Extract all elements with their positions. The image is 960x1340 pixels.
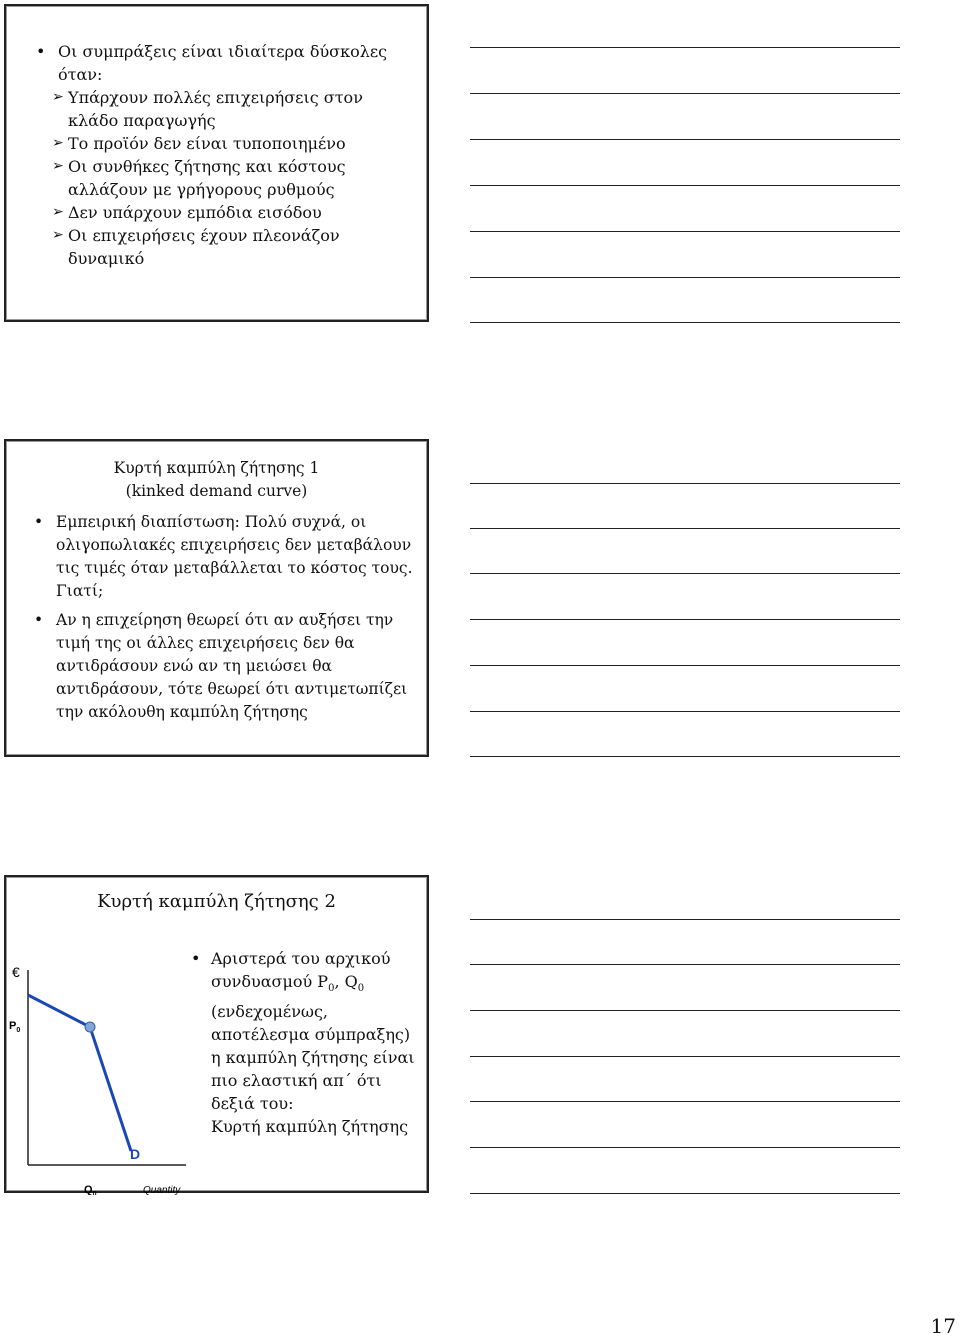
title-subline: (kinked demand curve) — [125, 482, 308, 500]
slide-3-title: Κυρτή καμπύλη ζήτησης 2 — [97, 891, 336, 912]
note-line — [470, 483, 900, 484]
note-line — [470, 231, 900, 232]
list-item-text: Οι επιχειρήσεις έχουν πλεονάζον δυναμικό — [68, 226, 340, 268]
page-number: 17 — [930, 1314, 956, 1338]
quantity-label: $Q_0$ — [84, 1184, 97, 1195]
list-item — [52, 86, 406, 132]
bullet-line: δεξιά του: — [211, 1094, 294, 1114]
sub-list — [52, 86, 406, 270]
arrow-bullet-icon: ➢ — [52, 89, 64, 105]
y-axis-symbol: € — [12, 964, 20, 980]
curve-label: D — [130, 1146, 141, 1162]
note-line — [470, 185, 900, 186]
note-line — [470, 665, 900, 666]
note-line — [470, 1101, 900, 1102]
arrow-bullet-icon: ➢ — [52, 158, 64, 174]
bullet-line: Κυρτή καμπύλη ζήτησης — [211, 1117, 409, 1137]
slide-3 — [4, 875, 429, 1193]
bullet-item — [34, 511, 414, 603]
demand-curve — [28, 995, 131, 1151]
note-line — [470, 756, 900, 757]
list-item — [52, 155, 406, 201]
bullet-item — [34, 609, 414, 724]
arrow-bullet-icon: ➢ — [52, 204, 64, 220]
arrow-bullet-icon: ➢ — [52, 227, 64, 243]
slide-2 — [4, 439, 429, 757]
note-line — [470, 1010, 900, 1011]
slide-2-title — [6, 457, 427, 503]
note-line — [470, 139, 900, 140]
slide-1 — [4, 4, 429, 322]
bullet-line: • Αριστερά του αρχικού — [211, 949, 391, 968]
note-line — [470, 964, 900, 965]
note-line — [470, 573, 900, 574]
note-line — [470, 919, 900, 920]
bullet-text: Οι συμπράξεις είναι ιδιαίτερα δύσκολες όταν: — [58, 42, 388, 84]
note-line — [470, 47, 900, 48]
bullet-line: αποτέλεσμα σύμπραξης) — [211, 1025, 411, 1045]
list-item — [52, 224, 406, 270]
note-line — [470, 619, 900, 620]
bullet-text: Αν η επιχείρηση θεωρεί ότι αν αυξήσει την τιμή της οι άλλες επιχειρήσεις δεν θα αντιδράσουν ενώ αν τη μειώσει θα αντιδράσουν, τότε θεωρεί ότι αντιμετωπίζει την ακόλουθη καμπύλη ζήτησης — [56, 611, 408, 721]
price-label: $P_0$ — [9, 1020, 21, 1034]
bullet-line: η καμπύλη ζήτησης είναι — [211, 1048, 415, 1068]
note-line — [470, 1056, 900, 1057]
bullet-text: Εμπειρική διαπίστωση: Πολύ συχνά, οι ολιγοπωλιακές επιχειρήσεις δεν μεταβάλουν τις τιμές όταν μεταβάλλεται το κόστος τους. Γιατί; — [56, 513, 413, 600]
note-line — [470, 277, 900, 278]
note-line — [470, 528, 900, 529]
note-line — [470, 1147, 900, 1148]
bullet-item — [36, 40, 406, 86]
bullet-line: πιο ελαστική απ΄ ότι — [211, 1071, 382, 1091]
list-item-text: Το προϊόν δεν είναι τυποποιημένο — [68, 134, 346, 153]
kinked-demand-chart — [6, 877, 186, 1195]
title-line: Κυρτή καμπύλη ζήτησης 1 — [113, 459, 320, 477]
bullet-line: (ενδεχομένως, — [211, 1002, 329, 1022]
note-line — [470, 93, 900, 94]
list-item-text: Οι συνθήκες ζήτησης και κόστους αλλάζουν με γρήγορους ρυθμούς — [68, 157, 346, 199]
arrow-bullet-icon: ➢ — [52, 135, 64, 151]
note-line — [470, 322, 900, 323]
list-item-text: Υπάρχουν πολλές επιχειρήσεις στον κλάδο παραγωγής — [68, 88, 363, 130]
list-item-text: Δεν υπάρχουν εμπόδια εισόδου — [68, 203, 322, 222]
kink-point — [85, 1022, 95, 1032]
note-line — [470, 711, 900, 712]
note-line — [470, 1193, 900, 1194]
bullet-line: συνδυασμού $P_0$, $Q_0$ — [211, 972, 365, 995]
list-item — [52, 201, 406, 224]
list-item — [52, 132, 406, 155]
slide-2-content — [34, 511, 414, 726]
bullet-item — [191, 947, 421, 1138]
slide-3-content — [191, 947, 421, 1138]
x-axis-label: Quantity — [143, 1185, 181, 1195]
slide-1-content — [36, 40, 406, 270]
